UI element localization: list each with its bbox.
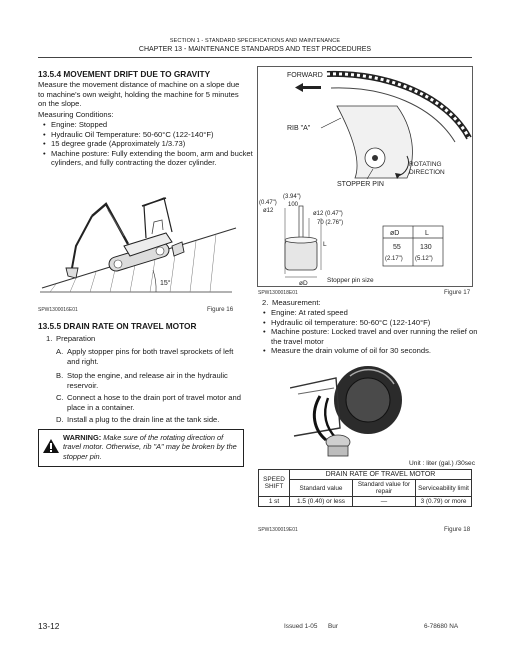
dim-l: L [323, 241, 327, 248]
rotating-label: ROTATING [409, 161, 442, 168]
warning-label: WARNING: [63, 433, 102, 442]
header-rule [38, 57, 472, 58]
table-row [259, 497, 472, 507]
list-item: • Measure the drain volume of oil for 30 seconds. [271, 346, 485, 356]
figure-17-stopper-pin-illustration [257, 66, 475, 290]
warning-box [38, 429, 244, 467]
table-cell: 1 st [259, 497, 290, 507]
step-text: Stop the engine, and release air in the hydraulic reservoir. [67, 371, 228, 390]
table-row [259, 470, 472, 480]
size-table-value-d: 55 [393, 244, 401, 251]
figure-18-code: SPW1300019E01 [258, 527, 298, 533]
measurement-heading [262, 298, 472, 308]
dim-d12-left: ø12 [263, 208, 274, 214]
step-d [56, 415, 242, 425]
section-title-1355: 13.5.5 DRAIN RATE ON TRAVEL MOTOR [38, 321, 197, 331]
section-title-1354: 13.5.4 MOVEMENT DRIFT DUE TO GRAVITY [38, 69, 211, 79]
chapter-header: CHAPTER 13 - MAINTENANCE STANDARDS AND TEST PROCEDURES [138, 46, 372, 53]
stopper-pin-label: STOPPER PIN [337, 181, 384, 188]
drain-rate-table [258, 469, 472, 507]
warning-text: Make sure of the rotating direction of travel motor. Otherwise, rib "A" may be broken by the stopper pin. [63, 433, 237, 461]
list-item: • Machine posture: Fully extending the boom, arm and bucket cylinders, and fully contracting the dozer cylinder. [51, 149, 255, 168]
list-item: • 15 degree grade (Approximately 1/3.73) [51, 139, 255, 149]
section-header: SECTION 1 - STANDARD SPECIFICATIONS AND MAINTENANCE [169, 38, 341, 44]
step-letter: C. [56, 393, 64, 402]
measurement-label: Measurement: [272, 298, 321, 307]
table-cell: 1.5 (0.40) or less [290, 497, 353, 507]
angle-label: 15° [160, 280, 171, 287]
figure-17-caption: Figure 17 [444, 289, 471, 296]
direction-label: DIRECTION [409, 169, 445, 176]
language-code: Bur [328, 623, 338, 630]
dim-047-left: (0.47") [259, 200, 277, 206]
figure-17-code: SPW1300018E01 [258, 290, 298, 296]
step-text: Connect a hose to the drain port of travel motor and place in a container. [67, 393, 241, 412]
size-table-unit-l: (5.12") [415, 256, 433, 262]
stopper-pin-size-label: Stopper pin size [327, 277, 374, 284]
table-row [259, 480, 472, 497]
preparation-number: 1. [46, 334, 53, 343]
issued-date: Issued 1-05 [284, 623, 318, 630]
dim-100: 100 [288, 202, 299, 208]
figure-18-caption: Figure 18 [444, 526, 471, 533]
size-table-unit-d: (2.17") [385, 256, 403, 262]
page-number: 13-12 [38, 621, 60, 631]
dim-d: øD [299, 280, 308, 287]
list-item: • Machine posture: Locked travel and over running the relief on the travel motor [271, 327, 485, 346]
figure-16-excavator-illustration [36, 176, 244, 304]
step-c [56, 393, 242, 412]
document-number: 6-78680 NA [424, 623, 459, 630]
size-table-value-l: 130 [420, 244, 432, 251]
size-table-header-d: øD [390, 230, 400, 237]
dim-d12-right: ø12 (0.47") [313, 211, 343, 217]
table-header-cell: Serviceability limit [416, 480, 472, 497]
table-cell: — [353, 497, 416, 507]
dim-394: (3.94") [283, 194, 301, 200]
step-b [56, 371, 242, 390]
size-table-header-l: L [425, 230, 429, 237]
list-item: • Hydraulic Oil Temperature: 50-60°C (122-140°F) [51, 130, 255, 140]
step-a [56, 347, 242, 366]
forward-label: FORWARD [287, 72, 323, 79]
figure-16-caption: Figure 16 [207, 306, 234, 313]
table-cell: 3 (0.79) or more [416, 497, 472, 507]
measurement-number: 2. [262, 298, 269, 307]
step-text: Apply stopper pins for both travel sprockets of left and right. [67, 347, 234, 366]
table-header-cell: Standard value [290, 480, 353, 497]
drain-table-unit: Unit : liter (gal.) /30sec [409, 460, 475, 467]
section-intro-1354: Measure the movement distance of machine on a slope due to machine's own weight, holding the machine for 5 minutes on the slope. [38, 80, 240, 109]
step-letter: A. [56, 347, 64, 356]
drain-table-title: DRAIN RATE OF TRAVEL MOTOR [290, 470, 472, 480]
rib-label: RIB "A" [287, 125, 311, 132]
list-item: • Engine: Stopped [51, 120, 255, 130]
conditions-list [38, 120, 255, 168]
figure-18-drain-hose-illustration [290, 358, 420, 458]
warning-text-block [63, 433, 239, 461]
measurement-list [258, 308, 485, 356]
warning-triangle-icon [42, 438, 60, 454]
step-text: Install a plug to the drain line at the tank side. [67, 415, 220, 424]
preparation-heading [46, 334, 242, 344]
figure-16-code: SPW1300016E01 [38, 307, 78, 313]
dim-70: 70 (2.76") [317, 220, 344, 226]
step-letter: B. [56, 371, 64, 380]
table-header-cell [259, 470, 290, 497]
list-item: • Hydraulic oil temperature: 50-60°C (122-140°F) [271, 318, 485, 328]
preparation-label: Preparation [56, 334, 96, 343]
table-header-cell: Standard value for repair [353, 480, 416, 497]
speed-label: SPEED [263, 476, 285, 483]
shift-label: SHIFT [264, 483, 284, 490]
list-item: • Engine: At rated speed [271, 308, 485, 318]
conditions-label: Measuring Conditions: [38, 110, 114, 119]
step-letter: D. [56, 415, 64, 424]
